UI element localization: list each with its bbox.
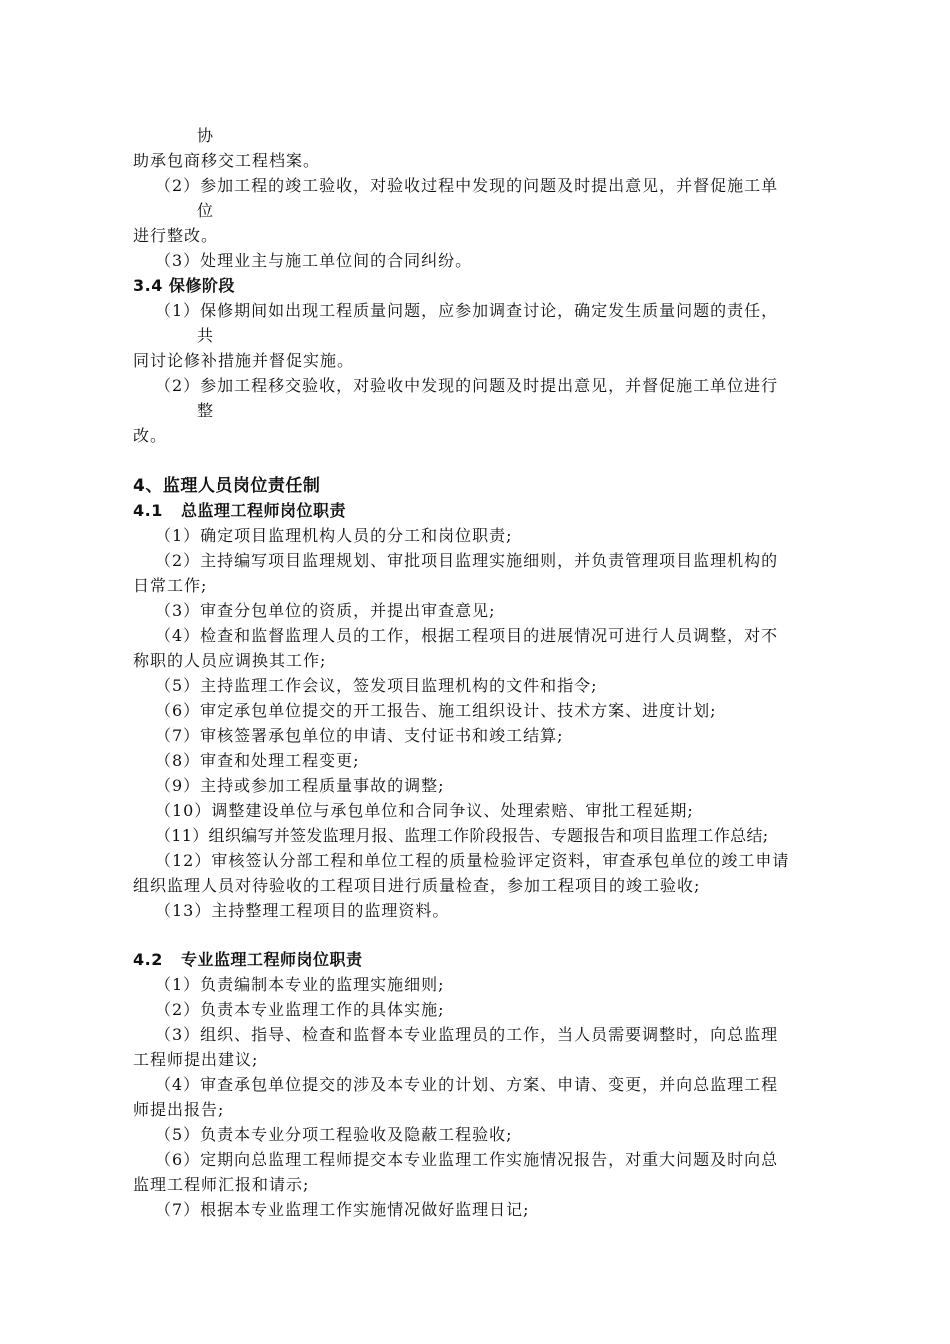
text-line: 组织监理人员对待验收的工程项目进行质量检查，参加工程项目的竣工验收; (133, 876, 701, 895)
text-line: 日常工作; (133, 576, 208, 595)
text-line: （2）参加工程移交验收，对验收中发现的问题及时提出意见，并督促施工单位进行 (155, 376, 779, 395)
text-line: （9）主持或参加工程质量事故的调整; (155, 776, 445, 795)
text-line: 协 (197, 126, 215, 145)
text-line: （11）组织编写并签发监理月报、监理工作阶段报告、专题报告和项目监理工作总结; (155, 826, 769, 845)
text-line: 改。 (133, 426, 168, 445)
text-line: （3）审查分包单位的资质，并提出审查意见; (155, 601, 496, 620)
text-line: 位 (197, 201, 215, 220)
text-line: （7）根据本专业监理工作实施情况做好监理日记; (155, 1200, 530, 1219)
text-line: （1）确定项目监理机构人员的分工和岗位职责; (155, 526, 513, 545)
text-line: （5）负责本专业分项工程验收及隐蔽工程验收; (155, 1125, 513, 1144)
text-line: （10）调整建设单位与承包单位和合同争议、处理索赔、审批工程延期; (155, 801, 694, 820)
text-line: （4）审查承包单位提交的涉及本专业的计划、方案、申请、变更，并向总监理工程 (155, 1075, 779, 1094)
text-line: （2）参加工程的竣工验收，对验收过程中发现的问题及时提出意见，并督促施工单 (155, 176, 779, 195)
text-line: （12）审核签认分部工程和单位工程的质量检验评定资料，审查承包单位的竣工申请 (155, 851, 790, 870)
text-line: （6）审定承包单位提交的开工报告、施工组织设计、技术方案、进度计划; (155, 701, 717, 720)
text-line: （6）定期向总监理工程师提交本专业监理工作实施情况报告，对重大问题及时向总 (155, 1150, 779, 1169)
text-line: （1）负责编制本专业的监理实施细则; (155, 975, 445, 994)
section-heading: 4.2 专业监理工程师岗位职责 (133, 950, 363, 969)
text-line: 称职的人员应调换其工作; (133, 651, 327, 670)
text-line: （3）处理业主与施工单位间的合同纠纷。 (155, 251, 473, 270)
text-line: （4）检查和监督监理人员的工作，根据工程项目的进展情况可进行人员调整，对不 (155, 626, 779, 645)
chapter-heading: 4、监理人员岗位责任制 (133, 476, 321, 496)
text-line: 进行整改。 (133, 226, 219, 245)
text-line: （1）保修期间如出现工程质量问题，应参加调查讨论，确定发生质量问题的责任， (155, 301, 779, 320)
text-line: （5）主持监理工作会议，签发项目监理机构的文件和指令; (155, 676, 598, 695)
text-line: （7）审核签署承包单位的申请、支付证书和竣工结算; (155, 726, 564, 745)
text-line: 助承包商移交工程档案。 (133, 151, 321, 170)
text-line: 监理工程师汇报和请示; (133, 1175, 310, 1194)
text-line: 共 (197, 326, 215, 345)
text-line: 同讨论修补措施并督促实施。 (133, 351, 355, 370)
text-line: （13）主持整理工程项目的监理资料。 (155, 901, 450, 920)
text-line: （2）主持编写项目监理规划、审批项目监理实施细则，并负责管理项目监理机构的 (155, 551, 779, 570)
text-line: （2）负责本专业监理工作的具体实施; (155, 1000, 445, 1019)
section-heading: 4.1 总监理工程师岗位职责 (133, 501, 347, 520)
text-line: （8）审查和处理工程变更; (155, 751, 360, 770)
text-line: （3）组织、指导、检查和监督本专业监理员的工作，当人员需要调整时，向总监理 (155, 1025, 779, 1044)
section-heading: 3.4 保修阶段 (133, 276, 235, 295)
text-line: 工程师提出建议; (133, 1050, 259, 1069)
text-line: 整 (197, 401, 215, 420)
text-line: 师提出报告; (133, 1100, 225, 1119)
